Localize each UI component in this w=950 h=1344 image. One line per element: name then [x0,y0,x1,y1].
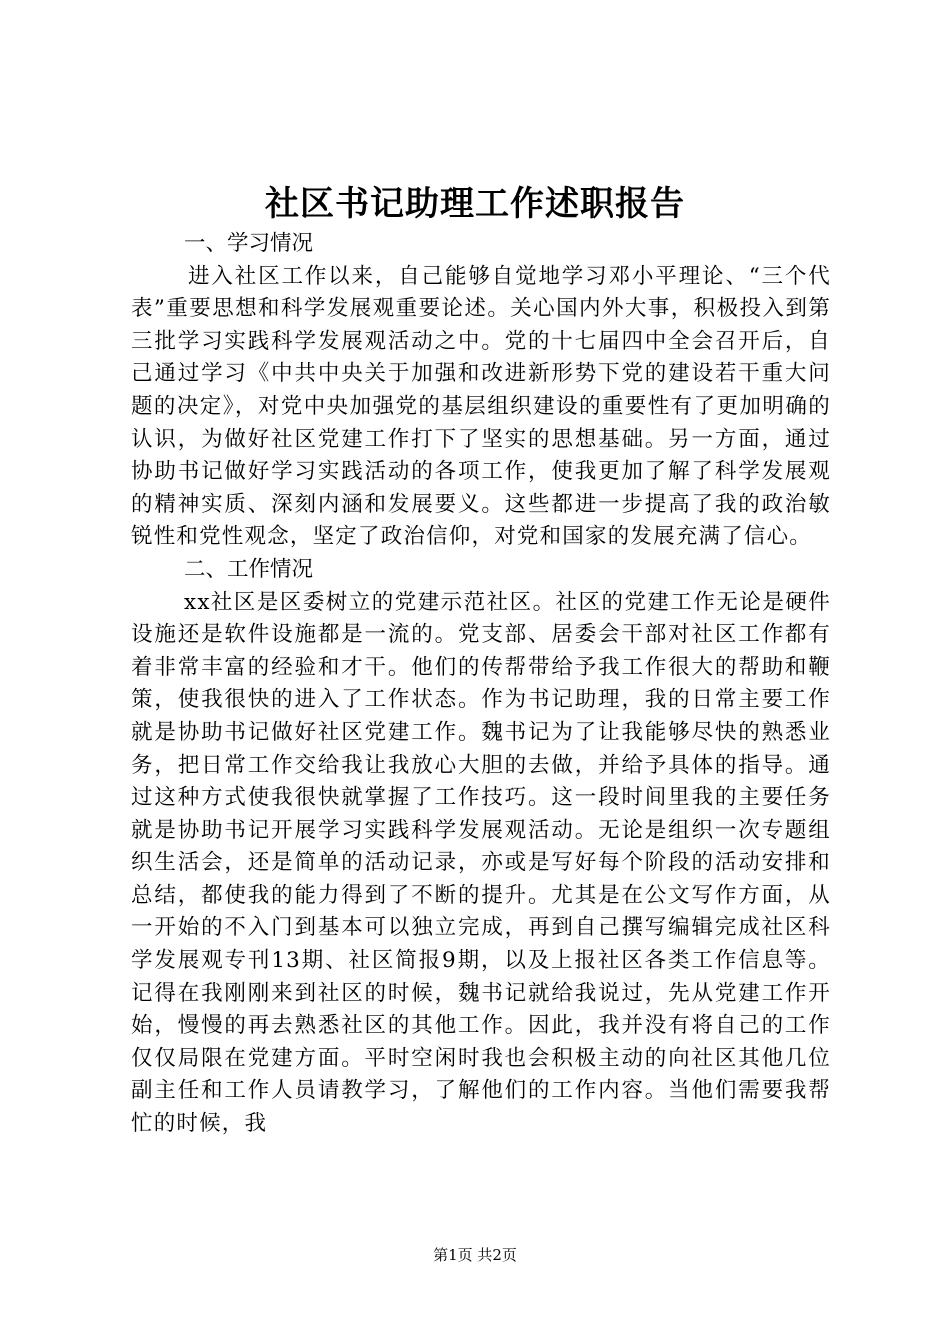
section-heading-work: 二、工作情况 [184,556,314,582]
document-body [131,228,831,1141]
document-title: 社区书记助理工作述职报告 [265,184,685,224]
page-footer: 第1页 共2页 [433,1246,517,1264]
section-paragraph-work: xx社区是区委树立的党建示范社区。社区的党建工作无论是硬件设施还是软件设施都是一流的。党支部、居委会干部对社区工作都有着非常丰富的经验和才干。他们的传帮带给予我工作很大的帮助和鞭策，使我很快的进入了工作状态。作为书记助理，我的日常主要工作就是协助书记做好社区党建工作。魏书记为了让我能够尽快的熟悉业务，把日常工作交给我让我放心大胆的去做，并给予具体的指导。通过这种方式使我很快就掌握了工作技巧。这一段时间里我的主要任务就是协助书记开展学习实践科学发展观活动。无论是组织一次专题组织生活会，还是简单的活动记录，亦或是写好每个阶段的活动安排和总结，都使我的能力得到了不断的提升。尤其是在公文写作方面，从一开始的不入门到基本可以独立完成，再到自己撰写编辑完成社区科学发展观专刊13期、社区简报9期，以及上报社区各类工作信息等。记得在我刚刚来到社区的时候，魏书记就给我说过，先从党建工作开始，慢慢的再去熟悉社区的其他工作。因此，我并没有将自己的工作仅仅局限在党建方面。平时空闲时我也会积极主动的向社区其他几位副主任和工作人员请教学习，了解他们的工作内容。当他们需要我帮忙的时候，我 [131,589,831,1137]
section-paragraph-study: 进入社区工作以来，自己能够自觉地学习邓小平理论、“三个代表”重要思想和科学发展观重要论述。关心国内外大事，积极投入到第三批学习实践科学发展观活动之中。党的十七届四中全会召开后，自己通过学习《中共中央关于加强和改进新形势下党的建设若干重大问题的决定》，对党中央加强党的基层组织建设的重要性有了更加明确的认识，为做好社区党建工作打下了坚实的思想基础。另一方面，通过协助书记做好学习实践活动的各项工作，使我更加了解了科学发展观的精神实质、深刻内涵和发展要义。这些都进一步提高了我的政治敏锐性和党性观念，坚定了政治信仰，对党和国家的发展充满了信心。 [131,263,831,550]
section-heading-study: 一、学习情况 [184,231,314,256]
